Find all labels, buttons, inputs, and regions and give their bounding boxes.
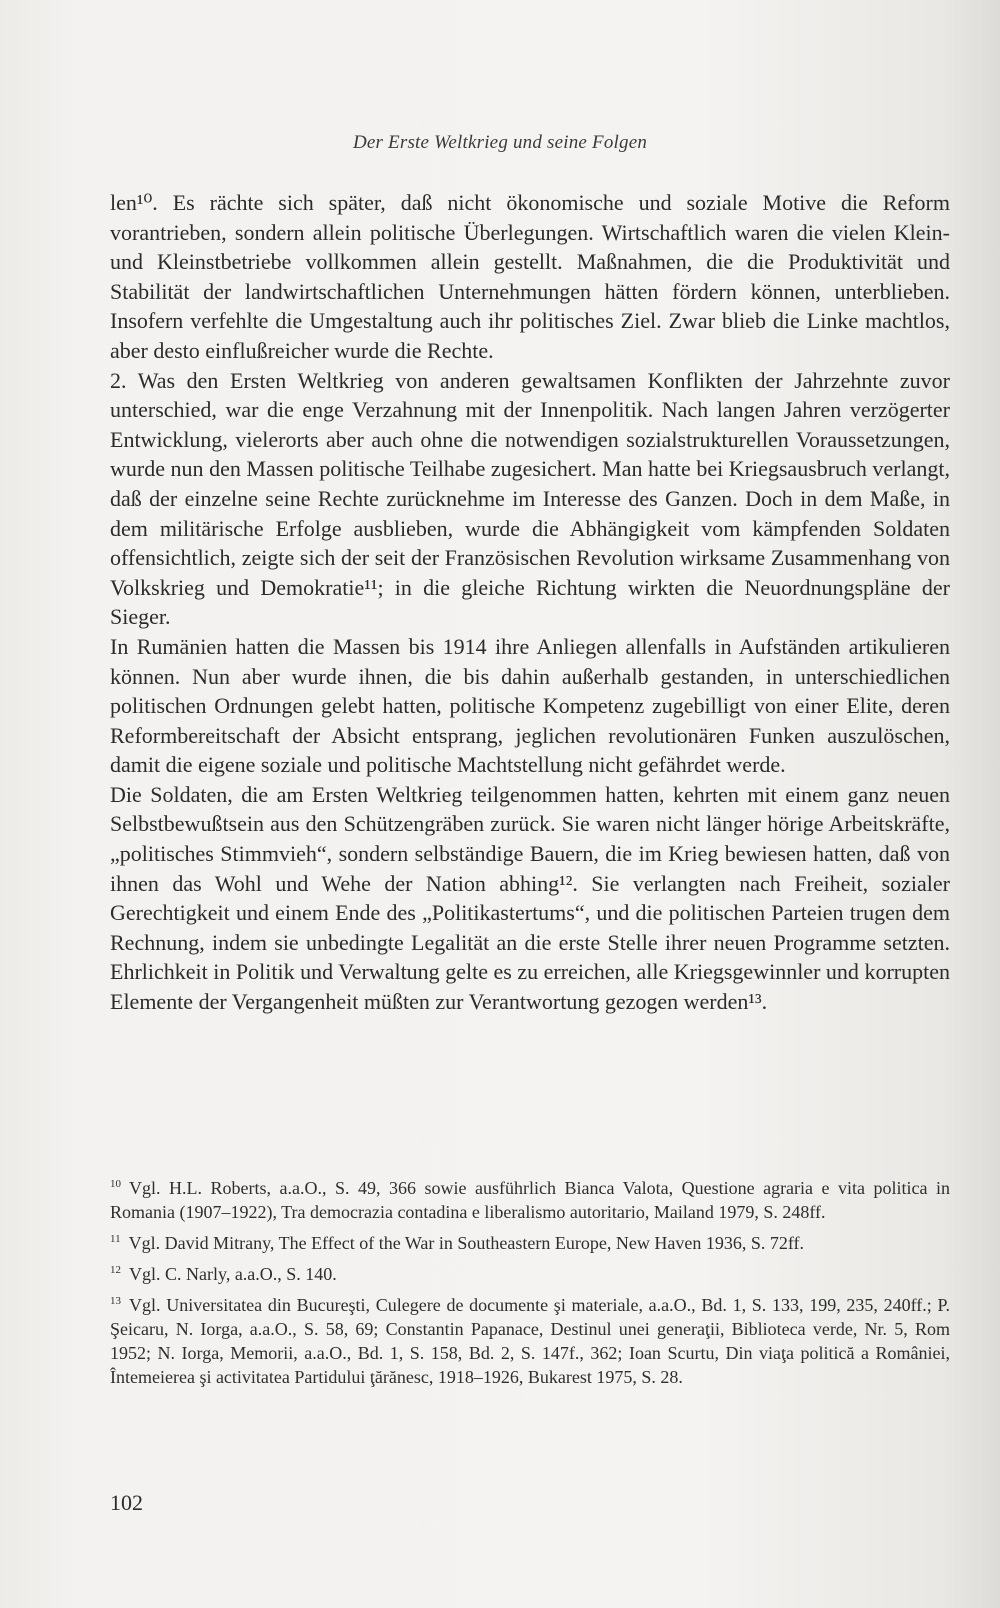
footnote: [110, 1258, 950, 1286]
page-number: 102: [110, 1490, 143, 1515]
footnote-text: Vgl. C. Narly, a.a.O., S. 140.: [129, 1264, 337, 1284]
footnote: [110, 1227, 950, 1255]
running-head: Der Erste Weltkrieg und seine Folgen: [352, 132, 648, 153]
paragraph: In Rumänien hatten die Massen bis 1914 ihre Anliegen allenfalls in Aufständen artikulieren können. Nun aber wurde ihnen, die bis dahin außerhalb gestanden, in unterschiedlichen politischen Ordnungen gelebt hatten, politische Kompetenz zugebilligt von einer Elite, deren Reformbereitschaft der Absicht entsprang, jeglichen revolutionären Funken auszulöschen, damit die eigene soziale und politische Machtstellung nicht gefährdet werde.: [110, 633, 950, 778]
footnote-number: 11: [110, 1233, 121, 1245]
footnote-text: Vgl. Universitatea din Bucureşti, Culegere de documente şi materiale, a.a.O., Bd. 1, S. 133, 199, 235, 240ff.; P. Şeicaru, N. Iorga, a.a.O., S. 58, 69; Constantin Papanace, Destinul unei generaţii, Biblioteca verde, Nr. 5, Rom 1952; N. Iorga, Memorii, a.a.O., Bd. 1, S. 158, Bd. 2, S. 147f., 362; Ioan Scurtu, Din viaţa politică a României, Întemeierea şi activitatea Partidului ţărănesc, 1918–1926, Bukarest 1975, S. 28.: [110, 1295, 950, 1387]
footnote-number: 13: [110, 1295, 121, 1307]
main-text: [110, 188, 950, 1017]
paragraph: 2. Was den Ersten Weltkrieg von anderen gewaltsamen Konflikten der Jahrzehnte zuvor unterschied, war die enge Verzahnung mit der Innenpolitik. Nach langen Jahren verzögerter Entwicklung, vielerorts aber auch ohne die notwendigen sozialstrukturellen Voraussetzungen, wurde nun den Massen politische Teilhabe zugesichert. Man hatte bei Kriegsausbruch verlangt, daß der einzelne seine Rechte zurücknehme im Interesse des Ganzen. Doch in dem Maße, in dem militärische Erfolge ausblieben, wurde die Abhängigkeit vom kämpfenden Soldaten offensichtlich, zeigte sich der seit der Französischen Revolution wirksame Zusammenhang von Volkskrieg und Demokratie¹¹; in die gleiche Richtung wirkten die Neuordnungspläne der Sieger.: [110, 367, 950, 630]
footnote-number: 12: [110, 1264, 121, 1276]
footnote-text: Vgl. H.L. Roberts, a.a.O., S. 49, 366 sowie ausführlich Bianca Valota, Questione agraria e vita politica in Romania (1907–1922), Tra democrazia contadina e liberalismo autoritario, Mailand 1979, S. 248ff.: [110, 1178, 950, 1222]
footnote-number: 10: [110, 1178, 121, 1190]
footnote: [110, 1172, 950, 1224]
paragraph: Die Soldaten, die am Ersten Weltkrieg teilgenommen hatten, kehrten mit einem ganz neuen Selbstbewußtsein aus den Schützengräben zurück. Sie waren nicht länger hörige Arbeitskräfte, „politisches Stimmvieh“, sondern selbständige Bauern, die im Krieg bewiesen hatten, daß von ihnen das Wohl und Wehe der Nation abhing¹². Sie verlangten nach Freiheit, sozialer Gerechtigkeit und einem Ende des „Politikastertums“, und die politischen Parteien trugen dem Rechnung, indem sie unbedingte Legalität an die erste Stelle ihrer neuen Programme setzten. Ehrlichkeit in Politik und Verwaltung gelte es zu erreichen, alle Kriegsgewinnler und korrupten Elemente der Vergangenheit müßten zur Verantwortung gezogen werden¹³.: [110, 781, 950, 1015]
footnotes: [110, 1172, 950, 1392]
footnote-text: Vgl. David Mitrany, The Effect of the War in Southeastern Europe, New Haven 1936, S. 72ff.: [128, 1233, 804, 1253]
footnote: [110, 1289, 950, 1389]
paragraph: len¹⁰. Es rächte sich später, daß nicht ökonomische und soziale Motive die Reform vorantrieben, sondern allein politische Überlegungen. Wirtschaftlich waren die vielen Klein- und Kleinstbetriebe vollkommen allein gestellt. Maßnahmen, die die Produktivität und Stabilität der landwirtschaftlichen Unternehmungen hätten fördern können, unterblieben. Insofern verfehlte die Umgestaltung auch ihr politisches Ziel. Zwar blieb die Linke machtlos, aber desto einflußreicher wurde die Rechte.: [110, 190, 950, 363]
